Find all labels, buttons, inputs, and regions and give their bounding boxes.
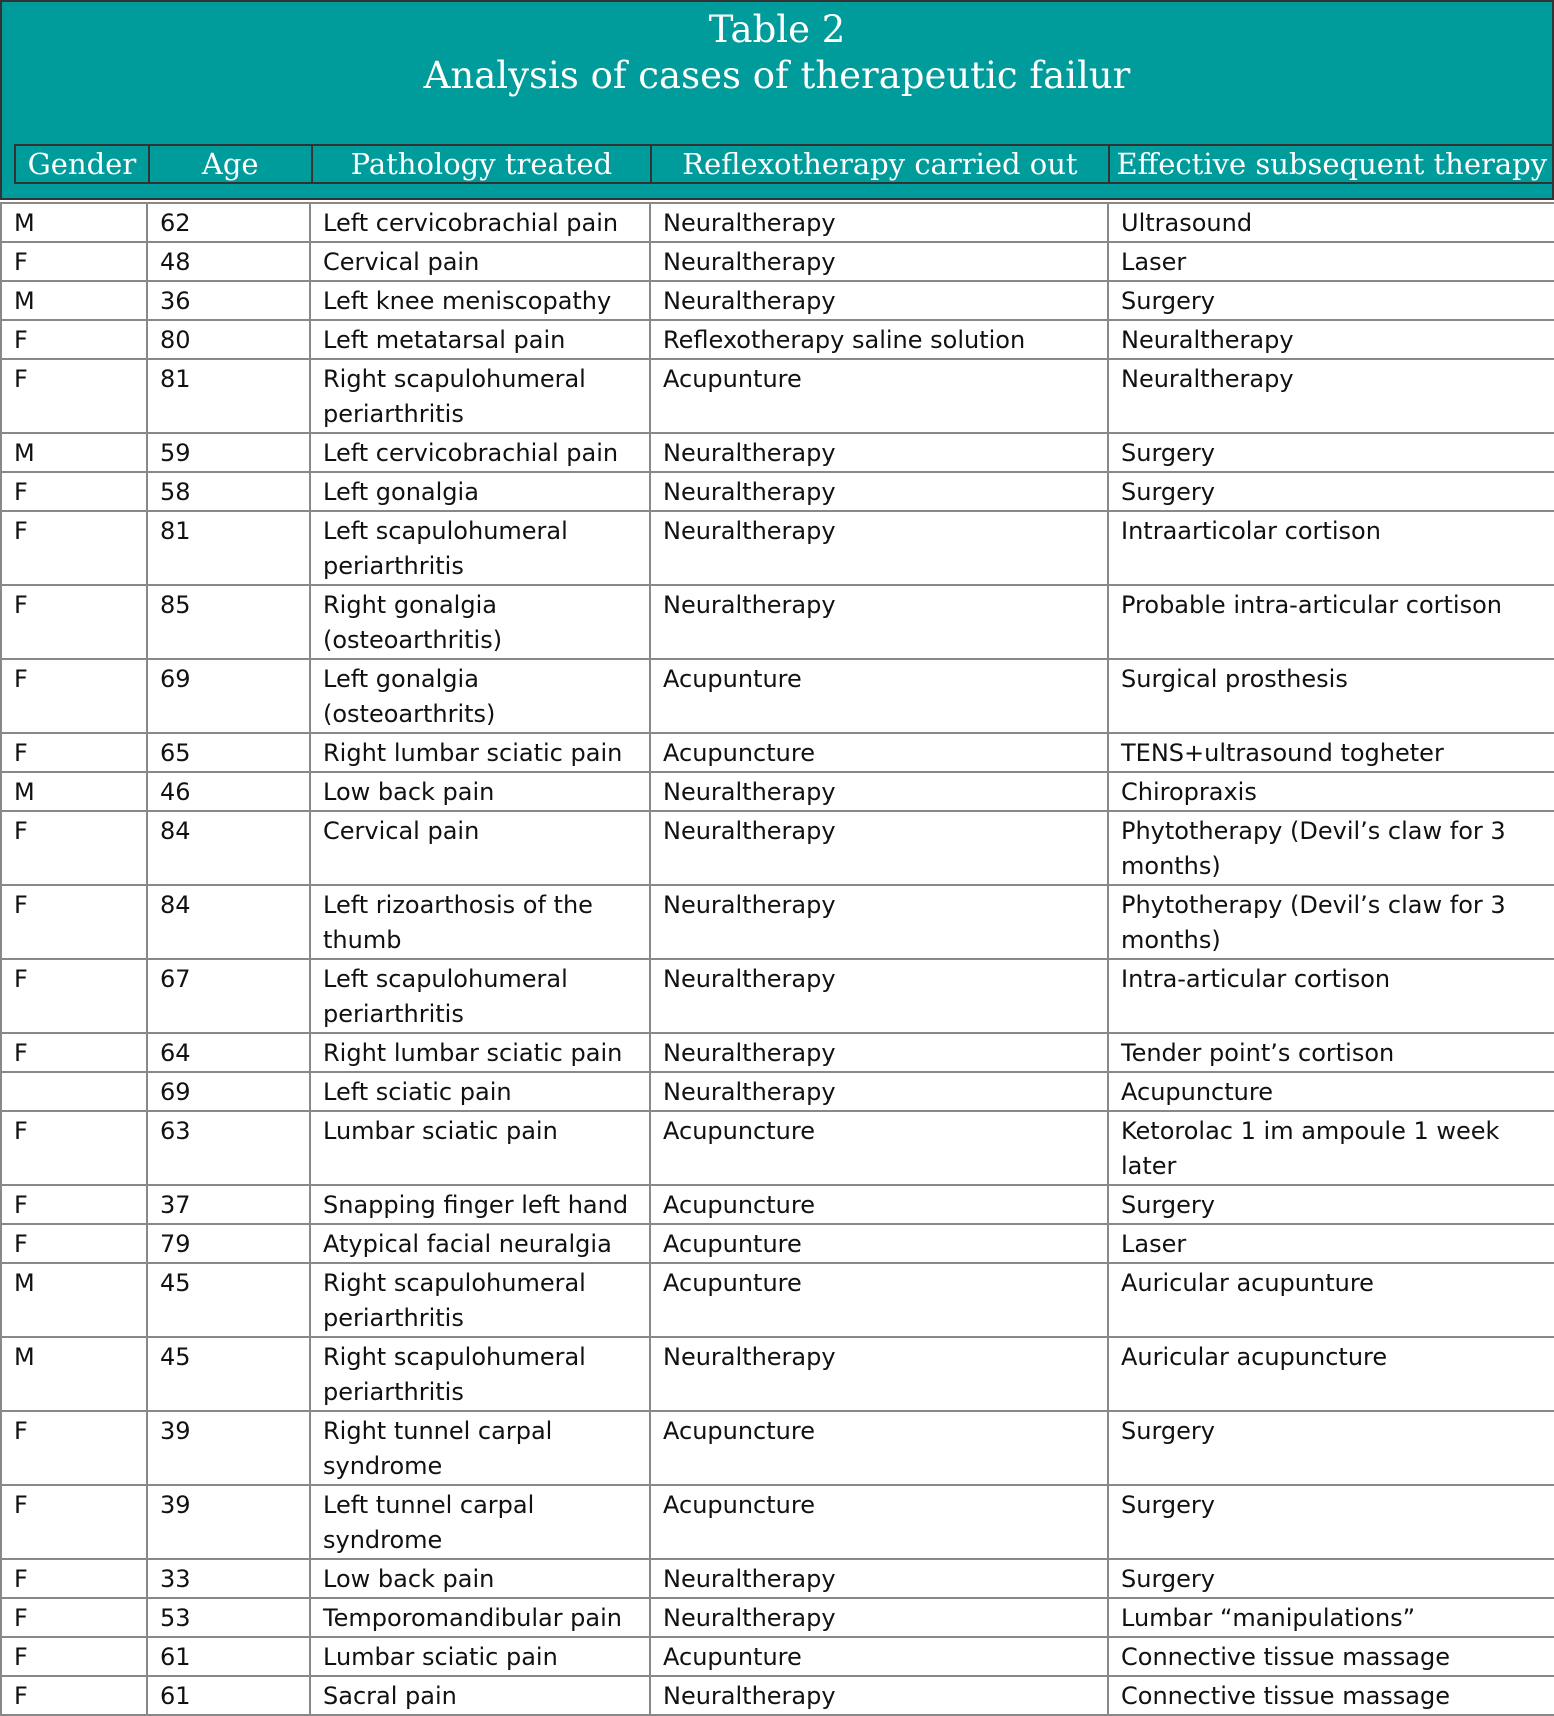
cell-reflexotherapy: Neuraltherapy (650, 511, 1108, 585)
table-row (1, 1263, 1554, 1337)
cell-age: 84 (147, 811, 310, 885)
cell-gender: F (1, 1598, 147, 1637)
cell-subsequent-therapy: Surgery (1108, 281, 1554, 320)
cell-gender: M (1, 433, 147, 472)
cell-gender: F (1, 1411, 147, 1485)
cell-gender: F (1, 511, 147, 585)
cell-pathology: Low back pain (310, 1559, 650, 1598)
cell-pathology: Right tunnel carpal syndrome (310, 1411, 650, 1485)
cell-age: 33 (147, 1559, 310, 1598)
cell-gender: F (1, 1637, 147, 1676)
cell-reflexotherapy: Acupuncture (650, 1111, 1108, 1185)
cell-reflexotherapy: Neuraltherapy (650, 1033, 1108, 1072)
cell-subsequent-therapy: Surgery (1108, 472, 1554, 511)
cell-age: 69 (147, 1072, 310, 1111)
table-row (1, 1033, 1554, 1072)
table-row (1, 811, 1554, 885)
cell-pathology: Left scapulohumeral periarthritis (310, 959, 650, 1033)
column-header-row (14, 144, 1554, 184)
column-header-age: Age (150, 146, 313, 182)
cell-pathology: Right lumbar sciatic pain (310, 733, 650, 772)
cell-reflexotherapy: Neuraltherapy (650, 1072, 1108, 1111)
column-header-reflexotherapy: Reflexotherapy carried out (652, 146, 1109, 182)
cell-pathology: Snapping finger left hand (310, 1185, 650, 1224)
cell-subsequent-therapy: Intra-articular cortison (1108, 959, 1554, 1033)
table-row (1, 772, 1554, 811)
cell-gender: F (1, 1111, 147, 1185)
cell-subsequent-therapy: Auricular acupuncture (1108, 1337, 1554, 1411)
cell-reflexotherapy: Neuraltherapy (650, 885, 1108, 959)
cell-reflexotherapy: Neuraltherapy (650, 242, 1108, 281)
cell-reflexotherapy: Acupuncture (650, 733, 1108, 772)
data-table (0, 202, 1554, 1716)
cell-subsequent-therapy: Phytotherapy (Devil’s claw for 3 months) (1108, 885, 1554, 959)
cell-gender: M (1, 772, 147, 811)
cell-age: 65 (147, 733, 310, 772)
cell-subsequent-therapy: Laser (1108, 242, 1554, 281)
column-header-pathology: Pathology treated (313, 146, 653, 182)
cell-reflexotherapy: Neuraltherapy (650, 811, 1108, 885)
cell-gender: M (1, 281, 147, 320)
cell-gender: F (1, 733, 147, 772)
table-row (1, 281, 1554, 320)
cell-gender: F (1, 1185, 147, 1224)
cell-gender: F (1, 1485, 147, 1559)
table-row (1, 1111, 1554, 1185)
cell-gender: M (1, 1263, 147, 1337)
cell-age: 84 (147, 885, 310, 959)
cell-age: 64 (147, 1033, 310, 1072)
cell-pathology: Left cervicobrachial pain (310, 433, 650, 472)
cell-pathology: Left scapulohumeral periarthritis (310, 511, 650, 585)
cell-subsequent-therapy: Tender point’s cortison (1108, 1033, 1554, 1072)
cell-gender: F (1, 959, 147, 1033)
cell-subsequent-therapy: Surgery (1108, 1559, 1554, 1598)
cell-gender: F (1, 320, 147, 359)
cell-subsequent-therapy: TENS+ultrasound togheter (1108, 733, 1554, 772)
table-subtitle: Analysis of cases of therapeutic failur (423, 54, 1131, 97)
cell-reflexotherapy: Neuraltherapy (650, 203, 1108, 242)
cell-pathology: Lumbar sciatic pain (310, 1111, 650, 1185)
cell-subsequent-therapy: Probable intra-articular cortison (1108, 585, 1554, 659)
cell-subsequent-therapy: Connective tissue massage (1108, 1637, 1554, 1676)
table-row (1, 885, 1554, 959)
cell-reflexotherapy: Acupuncture (650, 1185, 1108, 1224)
column-header-gender: Gender (16, 146, 150, 182)
cell-pathology: Sacral pain (310, 1676, 650, 1715)
table-row (1, 359, 1554, 433)
cell-reflexotherapy: Reflexotherapy saline solution (650, 320, 1108, 359)
cell-age: 85 (147, 585, 310, 659)
cell-reflexotherapy: Acupuncture (650, 1485, 1108, 1559)
cell-pathology: Right lumbar sciatic pain (310, 1033, 650, 1072)
cell-pathology: Right scapulohumeral periarthritis (310, 359, 650, 433)
cell-reflexotherapy: Neuraltherapy (650, 433, 1108, 472)
cell-gender: F (1, 1559, 147, 1598)
cell-pathology: Left rizoarthosis of the thumb (310, 885, 650, 959)
cell-gender: F (1, 242, 147, 281)
cell-gender: F (1, 585, 147, 659)
cell-pathology: Left metatarsal pain (310, 320, 650, 359)
table-row (1, 1637, 1554, 1676)
cell-subsequent-therapy: Acupuncture (1108, 1072, 1554, 1111)
table-row (1, 1337, 1554, 1411)
cell-age: 53 (147, 1598, 310, 1637)
cell-subsequent-therapy: Intraarticolar cortison (1108, 511, 1554, 585)
cell-reflexotherapy: Neuraltherapy (650, 1598, 1108, 1637)
cell-pathology: Cervical pain (310, 811, 650, 885)
cell-age: 62 (147, 203, 310, 242)
table-row (1, 203, 1554, 242)
table-row (1, 1185, 1554, 1224)
cell-pathology: Left sciatic pain (310, 1072, 650, 1111)
cell-age: 37 (147, 1185, 310, 1224)
table-row (1, 733, 1554, 772)
cell-subsequent-therapy: Neuraltherapy (1108, 320, 1554, 359)
cell-age: 58 (147, 472, 310, 511)
table-row (1, 1224, 1554, 1263)
cell-pathology: Low back pain (310, 772, 650, 811)
cell-reflexotherapy: Acupunture (650, 359, 1108, 433)
cell-gender: F (1, 1676, 147, 1715)
cell-age: 61 (147, 1637, 310, 1676)
cell-subsequent-therapy: Surgery (1108, 433, 1554, 472)
table-title: Table 2 (708, 8, 846, 51)
cell-reflexotherapy: Neuraltherapy (650, 472, 1108, 511)
cell-reflexotherapy: Neuraltherapy (650, 772, 1108, 811)
cell-pathology: Atypical facial neuralgia (310, 1224, 650, 1263)
cell-age: 63 (147, 1111, 310, 1185)
cell-subsequent-therapy: Surgical prosthesis (1108, 659, 1554, 733)
cell-reflexotherapy: Neuraltherapy (650, 1337, 1108, 1411)
cell-gender: F (1, 1033, 147, 1072)
cell-reflexotherapy: Neuraltherapy (650, 1676, 1108, 1715)
table-row (1, 472, 1554, 511)
cell-reflexotherapy: Acupunture (650, 1224, 1108, 1263)
cell-age: 36 (147, 281, 310, 320)
table-row (1, 320, 1554, 359)
cell-subsequent-therapy: Surgery (1108, 1485, 1554, 1559)
table-row (1, 1072, 1554, 1111)
cell-reflexotherapy: Neuraltherapy (650, 959, 1108, 1033)
table-row (1, 585, 1554, 659)
cell-age: 67 (147, 959, 310, 1033)
cell-subsequent-therapy: Chiropraxis (1108, 772, 1554, 811)
cell-gender (1, 1072, 147, 1111)
cell-subsequent-therapy: Ultrasound (1108, 203, 1554, 242)
cell-reflexotherapy: Acupunture (650, 659, 1108, 733)
cell-age: 45 (147, 1337, 310, 1411)
table-row (1, 659, 1554, 733)
cell-reflexotherapy: Neuraltherapy (650, 585, 1108, 659)
table-row (1, 1485, 1554, 1559)
cell-reflexotherapy: Neuraltherapy (650, 1559, 1108, 1598)
cell-pathology: Left tunnel carpal syndrome (310, 1485, 650, 1559)
cell-pathology: Temporomandibular pain (310, 1598, 650, 1637)
cell-age: 80 (147, 320, 310, 359)
cell-age: 81 (147, 359, 310, 433)
cell-age: 45 (147, 1263, 310, 1337)
cell-age: 48 (147, 242, 310, 281)
table-row (1, 511, 1554, 585)
cell-gender: M (1, 203, 147, 242)
cell-pathology: Lumbar sciatic pain (310, 1637, 650, 1676)
cell-age: 79 (147, 1224, 310, 1263)
cell-reflexotherapy: Acupunture (650, 1637, 1108, 1676)
table-row (1, 242, 1554, 281)
table-row (1, 433, 1554, 472)
cell-pathology: Right scapulohumeral periarthritis (310, 1337, 650, 1411)
cell-age: 39 (147, 1411, 310, 1485)
cell-subsequent-therapy: Surgery (1108, 1411, 1554, 1485)
table-header-band (0, 0, 1554, 200)
cell-age: 81 (147, 511, 310, 585)
cell-gender: F (1, 1224, 147, 1263)
cell-gender: F (1, 885, 147, 959)
table-row (1, 1559, 1554, 1598)
cell-age: 61 (147, 1676, 310, 1715)
cell-subsequent-therapy: Surgery (1108, 1185, 1554, 1224)
cell-subsequent-therapy: Auricular acupunture (1108, 1263, 1554, 1337)
cell-age: 46 (147, 772, 310, 811)
table-row (1, 1411, 1554, 1485)
cell-reflexotherapy: Neuraltherapy (650, 281, 1108, 320)
cell-subsequent-therapy: Neuraltherapy (1108, 359, 1554, 433)
column-header-subsequent-therapy: Effective subsequent therapy (1110, 146, 1554, 182)
cell-pathology: Left gonalgia (310, 472, 650, 511)
cell-pathology: Left knee meniscopathy (310, 281, 650, 320)
table-row (1, 959, 1554, 1033)
cell-subsequent-therapy: Phytotherapy (Devil’s claw for 3 months) (1108, 811, 1554, 885)
cell-gender: F (1, 811, 147, 885)
cell-gender: F (1, 359, 147, 433)
cell-gender: F (1, 659, 147, 733)
cell-pathology: Left cervicobrachial pain (310, 203, 650, 242)
cell-age: 59 (147, 433, 310, 472)
cell-pathology: Left gonalgia (osteoarthrits) (310, 659, 650, 733)
cell-pathology: Right gonalgia (osteoarthritis) (310, 585, 650, 659)
cell-subsequent-therapy: Connective tissue massage (1108, 1676, 1554, 1715)
table-row (1, 1598, 1554, 1637)
cell-subsequent-therapy: Ketorolac 1 im ampoule 1 week later (1108, 1111, 1554, 1185)
cell-subsequent-therapy: Laser (1108, 1224, 1554, 1263)
cell-pathology: Cervical pain (310, 242, 650, 281)
table-row (1, 1676, 1554, 1715)
cell-reflexotherapy: Acupunture (650, 1263, 1108, 1337)
cell-age: 69 (147, 659, 310, 733)
cell-gender: M (1, 1337, 147, 1411)
cell-gender: F (1, 472, 147, 511)
cell-pathology: Right scapulohumeral periarthritis (310, 1263, 650, 1337)
cell-age: 39 (147, 1485, 310, 1559)
cell-subsequent-therapy: Lumbar “manipulations” (1108, 1598, 1554, 1637)
cell-reflexotherapy: Acupuncture (650, 1411, 1108, 1485)
